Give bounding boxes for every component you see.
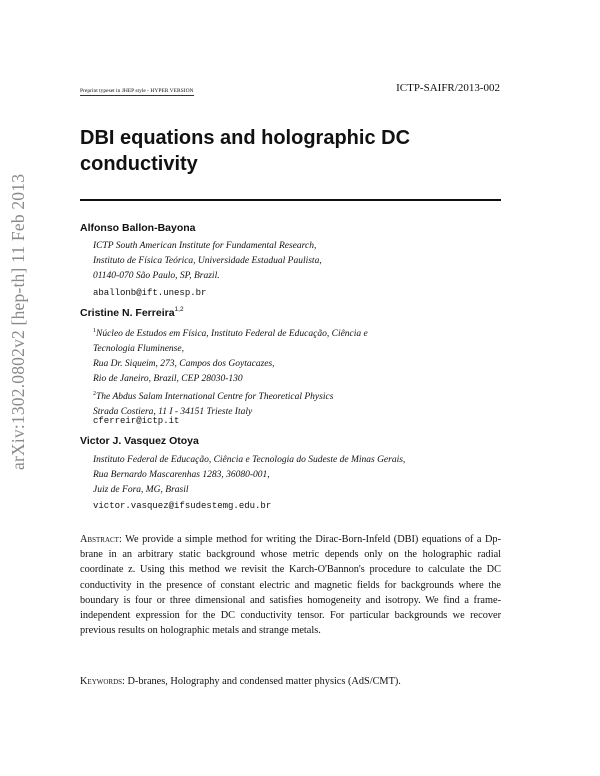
author-affiliation: $^1$Núcleo de Estudos em Física, Instituto Federal de Educação, Ciência e Tecnologia Fluminense, Rua Dr. Siqueim, 273, Campos dos Goytacazes, Rio de Janeiro, Brazil, CEP 28030-130 $^2$The Abdus Salam International Centre for Theoretical Physics Strada Costiera, 11 I - 34151 Trieste Italy <box>93 328 368 418</box>
report-number: ICTP-SAIFR/2013-002 <box>396 82 500 94</box>
paper-title: DBI equations and holographic DC conductivity <box>80 127 411 175</box>
abstract <box>80 532 501 638</box>
author-name: Victor J. Vasquez Otoya <box>80 435 199 447</box>
keywords <box>80 676 501 687</box>
author-affiliation: Instituto Federal de Educação, Ciência e Tecnologia do Sudeste de Minas Gerais, Rua Bernardo Mascarenhas 1283, 36080-001, Juiz de Fora, MG, Brasil <box>93 455 406 495</box>
abstract-label: Abstract: <box>80 534 122 545</box>
author-email[interactable]: cferreir@ictp.it <box>93 416 180 426</box>
author-name: Cristine N. Ferreira$^{1,2}$ <box>80 306 184 319</box>
author-affiliation: ICTP South American Institute for Fundamental Research, Instituto de Física Teórica, Universidade Estadual Paulista, 01140-070 São Paulo, SP, Brazil. <box>93 241 322 281</box>
keywords-label: Keywords: <box>80 676 125 687</box>
author-email[interactable]: aballonb@ift.unesp.br <box>93 288 207 298</box>
keywords-text: D-branes, Holography and condensed matter physics (AdS/CMT). <box>127 676 401 687</box>
abstract-text: We provide a simple method for writing the Dirac-Born-Infeld (DBI) equations of a Dp-brane in an arbitrary static background whose metric depends only on the holographic radial coordinate z. Using this method we revisit the Karch-O'Bannon's procedure to calculate the DC conductivity in the presence of constant electric and magnetic fields for backgrounds where the boundary is four or three dimensional and satisfies homogeneity and isotropy. We find a frame-independent expression for the DC conductivity tensor. For particular backgrounds we recover previous results on holographic metals and strange metals. <box>80 534 501 637</box>
preprint-note: Preprint typeset in JHEP style - HYPER VERSION <box>80 88 194 94</box>
author-name: Alfonso Ballon-Bayona <box>80 222 196 234</box>
title-rule <box>80 199 501 201</box>
author-email[interactable]: victor.vasquez@ifsudestemg.edu.br <box>93 501 272 511</box>
